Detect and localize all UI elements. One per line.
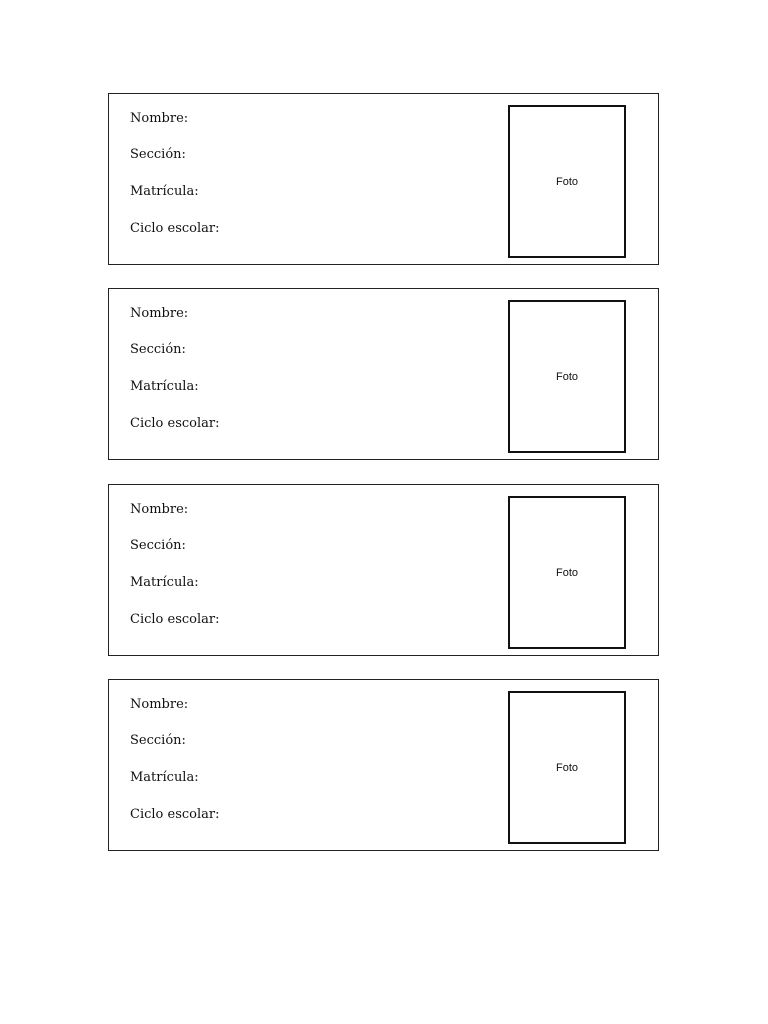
- nombre-label: Nombre:: [130, 697, 189, 712]
- id-card: [108, 484, 659, 656]
- ciclo-escolar-label: Ciclo escolar:: [130, 416, 220, 431]
- nombre-label: Nombre:: [130, 306, 189, 321]
- ciclo-escolar-label: Ciclo escolar:: [130, 807, 220, 822]
- id-card: [108, 288, 659, 460]
- id-card: [108, 679, 659, 851]
- ciclo-escolar-label: Ciclo escolar:: [130, 221, 220, 236]
- seccion-label: Sección:: [130, 733, 186, 748]
- photo-label: Foto: [555, 370, 578, 383]
- photo-placeholder: [508, 300, 626, 453]
- id-card: [108, 93, 659, 265]
- nombre-label: Nombre:: [130, 502, 189, 517]
- matricula-label: Matrícula:: [130, 575, 199, 590]
- matricula-label: Matrícula:: [130, 379, 199, 394]
- seccion-label: Sección:: [130, 342, 186, 357]
- photo-placeholder: [508, 496, 626, 649]
- nombre-label: Nombre:: [130, 111, 189, 126]
- ciclo-escolar-label: Ciclo escolar:: [130, 612, 220, 627]
- photo-label: Foto: [555, 566, 578, 579]
- matricula-label: Matrícula:: [130, 184, 199, 199]
- seccion-label: Sección:: [130, 147, 186, 162]
- photo-label: Foto: [555, 175, 578, 188]
- photo-placeholder: [508, 105, 626, 258]
- seccion-label: Sección:: [130, 538, 186, 553]
- photo-label: Foto: [555, 761, 578, 774]
- matricula-label: Matrícula:: [130, 770, 199, 785]
- photo-placeholder: [508, 691, 626, 844]
